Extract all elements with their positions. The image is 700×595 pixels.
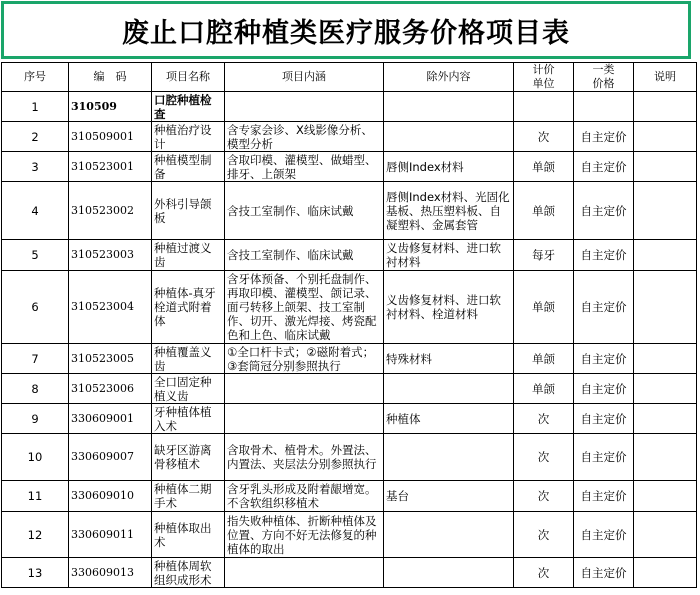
cell-unit: 单颌: [514, 374, 574, 404]
cell-code: 310523005: [69, 344, 152, 374]
cell-name: 种植模型制备: [152, 152, 225, 182]
cell-price: 自主定价: [574, 240, 634, 271]
cell-unit: 次: [514, 122, 574, 152]
cell-content: [225, 404, 384, 434]
table-row: [2, 122, 697, 152]
col-header-note: 说明: [634, 63, 697, 92]
cell-code: 330609001: [69, 404, 152, 434]
cell-price: 自主定价: [574, 374, 634, 404]
table-row: [2, 240, 697, 271]
cell-no: 7: [2, 344, 69, 374]
cell-note: [634, 240, 697, 271]
cell-exclude: 特殊材料: [384, 344, 514, 374]
cell-note: [634, 271, 697, 344]
cell-code: 310509001: [69, 122, 152, 152]
cell-price: 自主定价: [574, 344, 634, 374]
table-row: [2, 404, 697, 434]
cell-price: 自主定价: [574, 558, 634, 588]
col-header-exclude: 除外内容: [384, 63, 514, 92]
cell-unit: 次: [514, 512, 574, 558]
cell-no: 4: [2, 182, 69, 240]
cell-content: ①全口杆卡式；②磁附着式；③套筒冠分别参照执行: [225, 344, 384, 374]
cell-name: 种植体-真牙栓道式附着体: [152, 271, 225, 344]
cell-code: 330609007: [69, 434, 152, 481]
cell-note: [634, 434, 697, 481]
cell-no: 3: [2, 152, 69, 182]
sheet-title: 废止口腔种植类医疗服务价格项目表: [1, 1, 691, 59]
cell-no: 12: [2, 512, 69, 558]
cell-unit: 次: [514, 481, 574, 512]
cell-no: 10: [2, 434, 69, 481]
cell-name: 种植覆盖义齿: [152, 344, 225, 374]
table-row: [2, 374, 697, 404]
cell-content: 含取骨术、植骨术。外置法、内置法、夹层法分别参照执行: [225, 434, 384, 481]
cell-exclude: 唇侧Index材料: [384, 152, 514, 182]
cell-name: 种植体周软组织成形术: [152, 558, 225, 588]
cell-name: 种植体取出术: [152, 512, 225, 558]
cell-name: 口腔种植检查: [152, 92, 225, 122]
col-header-price: 一类 价格: [574, 63, 634, 92]
cell-exclude: [384, 374, 514, 404]
cell-price: [574, 92, 634, 122]
cell-exclude: [384, 558, 514, 588]
cell-name: 外科引导颌板: [152, 182, 225, 240]
cell-content: [225, 92, 384, 122]
cell-content: [225, 558, 384, 588]
col-header-content: 项目内涵: [225, 63, 384, 92]
cell-exclude: 义齿修复材料、进口软衬材料: [384, 240, 514, 271]
table-row: [2, 512, 697, 558]
cell-price: 自主定价: [574, 152, 634, 182]
table-row: [2, 182, 697, 240]
cell-exclude: [384, 122, 514, 152]
cell-exclude: 义齿修复材料、进口软衬材料、栓道材料: [384, 271, 514, 344]
cell-content: 指失败种植体、折断种植体及位置、方向不好无法修复的种植体的取出: [225, 512, 384, 558]
cell-code: 330609010: [69, 481, 152, 512]
cell-note: [634, 92, 697, 122]
cell-no: 2: [2, 122, 69, 152]
cell-code: 310523001: [69, 152, 152, 182]
cell-price: 自主定价: [574, 271, 634, 344]
cell-no: 11: [2, 481, 69, 512]
table-row: [2, 434, 697, 481]
cell-note: [634, 152, 697, 182]
cell-code: 330609013: [69, 558, 152, 588]
table-row: [2, 92, 697, 122]
cell-content: 含取印模、灌模型、做蜡型、排牙、上颌架: [225, 152, 384, 182]
cell-exclude: 种植体: [384, 404, 514, 434]
cell-note: [634, 512, 697, 558]
cell-name: 种植过渡义齿: [152, 240, 225, 271]
cell-price: 自主定价: [574, 434, 634, 481]
cell-content: 含技工室制作、临床试戴: [225, 240, 384, 271]
cell-name: 缺牙区游离骨移植术: [152, 434, 225, 481]
table-row: [2, 558, 697, 588]
cell-note: [634, 404, 697, 434]
cell-note: [634, 344, 697, 374]
cell-note: [634, 122, 697, 152]
cell-name: 种植体二期手术: [152, 481, 225, 512]
table-row: [2, 271, 697, 344]
cell-unit: 每牙: [514, 240, 574, 271]
cell-unit: 单颌: [514, 344, 574, 374]
cell-no: 13: [2, 558, 69, 588]
cell-price: 自主定价: [574, 481, 634, 512]
cell-unit: 单颌: [514, 182, 574, 240]
cell-note: [634, 374, 697, 404]
cell-code: 310523003: [69, 240, 152, 271]
cell-price: 自主定价: [574, 512, 634, 558]
cell-unit: 单颌: [514, 271, 574, 344]
cell-content: [225, 374, 384, 404]
cell-code: 310509: [69, 92, 152, 122]
col-header-name: 项目名称: [152, 63, 225, 92]
cell-unit: 次: [514, 558, 574, 588]
cell-name: 种植治疗设计: [152, 122, 225, 152]
cell-unit: 次: [514, 404, 574, 434]
cell-code: 310523006: [69, 374, 152, 404]
price-table: [1, 62, 697, 588]
table-row: [2, 152, 697, 182]
table-row: [2, 481, 697, 512]
header-row: [2, 63, 697, 92]
cell-note: [634, 481, 697, 512]
cell-exclude: [384, 92, 514, 122]
cell-no: 9: [2, 404, 69, 434]
col-header-code: 编 码: [69, 63, 152, 92]
cell-price: 自主定价: [574, 122, 634, 152]
cell-content: 含牙乳头形成及附着龈增宽。不含软组织移植术: [225, 481, 384, 512]
cell-no: 1: [2, 92, 69, 122]
table-row: [2, 344, 697, 374]
cell-exclude: 唇侧Index材料、光固化基板、热压塑料板、自凝塑料、金属套管: [384, 182, 514, 240]
cell-note: [634, 558, 697, 588]
col-header-unit: 计价 单位: [514, 63, 574, 92]
cell-no: 6: [2, 271, 69, 344]
cell-price: 自主定价: [574, 404, 634, 434]
cell-content: 含技工室制作、临床试戴: [225, 182, 384, 240]
cell-exclude: [384, 512, 514, 558]
cell-unit: [514, 92, 574, 122]
cell-content: 含专家会诊、X线影像分析、模型分析: [225, 122, 384, 152]
cell-content: 含牙体预备、个别托盘制作、再取印模、灌模型、颌记录、面弓转移上颌架、技工室制作、切开、激光焊接、烤瓷配色和上色、临床试戴: [225, 271, 384, 344]
cell-code: 310523002: [69, 182, 152, 240]
cell-name: 全口固定种植义齿: [152, 374, 225, 404]
cell-unit: 次: [514, 434, 574, 481]
col-header-no: 序号: [2, 63, 69, 92]
cell-code: 330609011: [69, 512, 152, 558]
cell-code: 310523004: [69, 271, 152, 344]
cell-no: 5: [2, 240, 69, 271]
cell-note: [634, 182, 697, 240]
cell-unit: 单颌: [514, 152, 574, 182]
cell-name: 牙种植体植入术: [152, 404, 225, 434]
cell-no: 8: [2, 374, 69, 404]
cell-price: 自主定价: [574, 182, 634, 240]
cell-exclude: 基台: [384, 481, 514, 512]
cell-exclude: [384, 434, 514, 481]
